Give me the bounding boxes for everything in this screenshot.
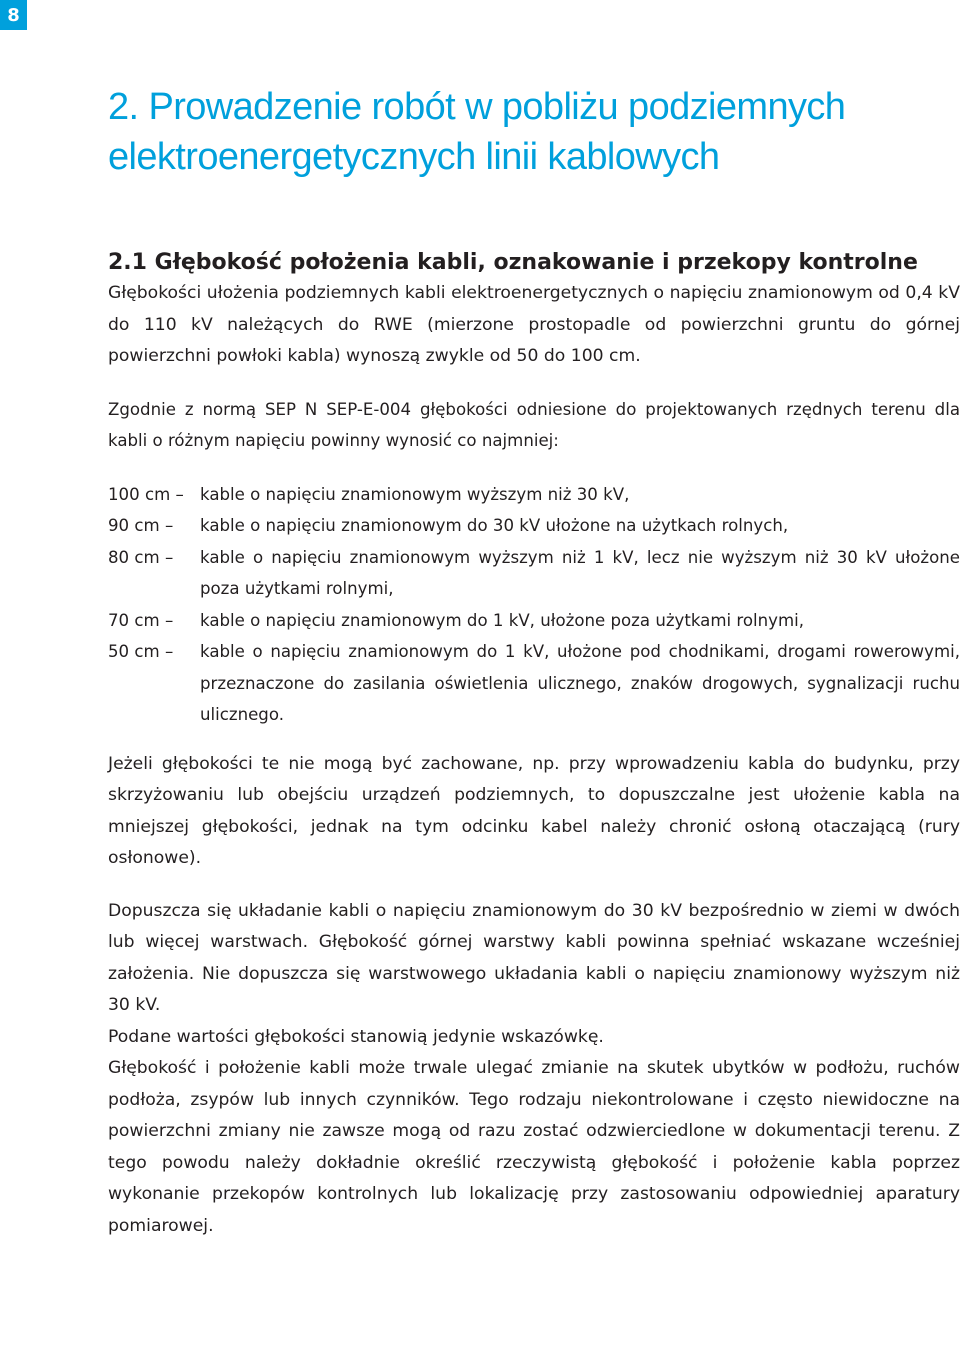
list-item: [108, 605, 960, 637]
layers-paragraph: Dopuszcza się układanie kabli o napięciu znamionowym do 30 kV bezpośrednio w ziemi w dwóch lub więcej warstwach. Głębokość górnej warstwy kabli powinna spełniać wskazane wcześniej założenia. Nie dopuszcza się warstwowego układania kabli o napięciu znamionowy wyższym niż 30 kV.: [108, 900, 960, 1015]
depth-value: 100 cm –: [108, 484, 184, 504]
depth-description: kable o napięciu znamionowym do 1 kV, ułożone poza użytkami rolnymi,: [200, 610, 805, 630]
depth-value: 90 cm –: [108, 516, 174, 535]
chapter-title: [108, 82, 960, 182]
depth-description: kable o napięciu znamionowym do 30 kV ułożone na użytkach rolnych,: [200, 516, 789, 535]
list-item: [108, 479, 960, 511]
depth-value: 80 cm –: [108, 547, 174, 567]
page-number-badge: 8: [0, 0, 27, 30]
depth-list: [108, 479, 960, 731]
norm-paragraph: Zgodnie z normą SEP N SEP-E-004 głębokości odniesione do projektowanych rzędnych terenu dla kabli o różnym napięciu powinny wynosić co najmniej:: [108, 399, 960, 450]
list-item: [108, 542, 960, 605]
changes-paragraph: Głębokość i położenie kabli może trwale ulegać zmianie na skutek ubytków w podłożu, ruchów podłoża, zsypów lub innych czynników. Tego rodzaju niekontrolowane i często niewidoczne na powierzchni zmiany nie zawsze mogą od razu zostać odzwierciedlone w dokumentacji terenu. Z tego powodu należy dokładnie określić rzeczywistą głębokość i położenie kabla poprzez wykonanie przekopów kontrolnych lub lokalizację przy zastosowaniu odpowiedniej aparatury pomiarowej.: [108, 1058, 960, 1236]
depth-description: kable o napięciu znamionowym wyższym niż 30 kV,: [200, 484, 630, 504]
list-item: [108, 510, 960, 542]
depth-value: 70 cm –: [108, 610, 174, 630]
list-item: [108, 636, 960, 731]
depth-description: kable o napięciu znamionowym do 1 kV, ułożone pod chodnikami, drogami rowerowymi, przeznaczone do zasilania oświetlenia ulicznego, znaków drogowych, sygnalizacji ruchu ulicznego.: [200, 642, 960, 724]
intro-paragraph: Głębokości ułożenia podziemnych kabli elektroenergetycznych o napięciu znamionowym od 0,4 kV do 110 kV należących do RWE (mierzone prostopadle od powierzchni gruntu do górnej powierzchni powłoki kabla) wynoszą zwykle od 50 do 100 cm.: [108, 283, 960, 366]
page-content: [108, 82, 960, 1242]
depth-value: 50 cm –: [108, 642, 174, 661]
depth-description: kable o napięciu znamionowym wyższym niż 1 kV, lecz nie wyższym niż 30 kV ułożone poza użytkami rolnymi,: [200, 547, 960, 598]
exceptions-paragraph: Jeżeli głębokości te nie mogą być zachowane, np. przy wprowadzeniu kabla do budynku, przy skrzyżowaniu lub obejściu urządzeń podziemnych, to dopuszczalne jest ułożenie kabla na mniejszej głębokości, jednak na tym odcinku kabel należy chronić osłoną otaczającą (rury osłonowe).: [108, 753, 960, 868]
chapter-title-line-1: 2. Prowadzenie robót w pobliżu podziemnych: [108, 86, 846, 128]
indicative-paragraph: Podane wartości głębokości stanowią jedynie wskazówkę.: [108, 1026, 604, 1047]
chapter-title-line-2: elektroenergetycznych linii kablowych: [108, 136, 720, 178]
section-title: 2.1 Głębokość położenia kabli, oznakowanie i przekopy kontrolne: [108, 250, 918, 275]
